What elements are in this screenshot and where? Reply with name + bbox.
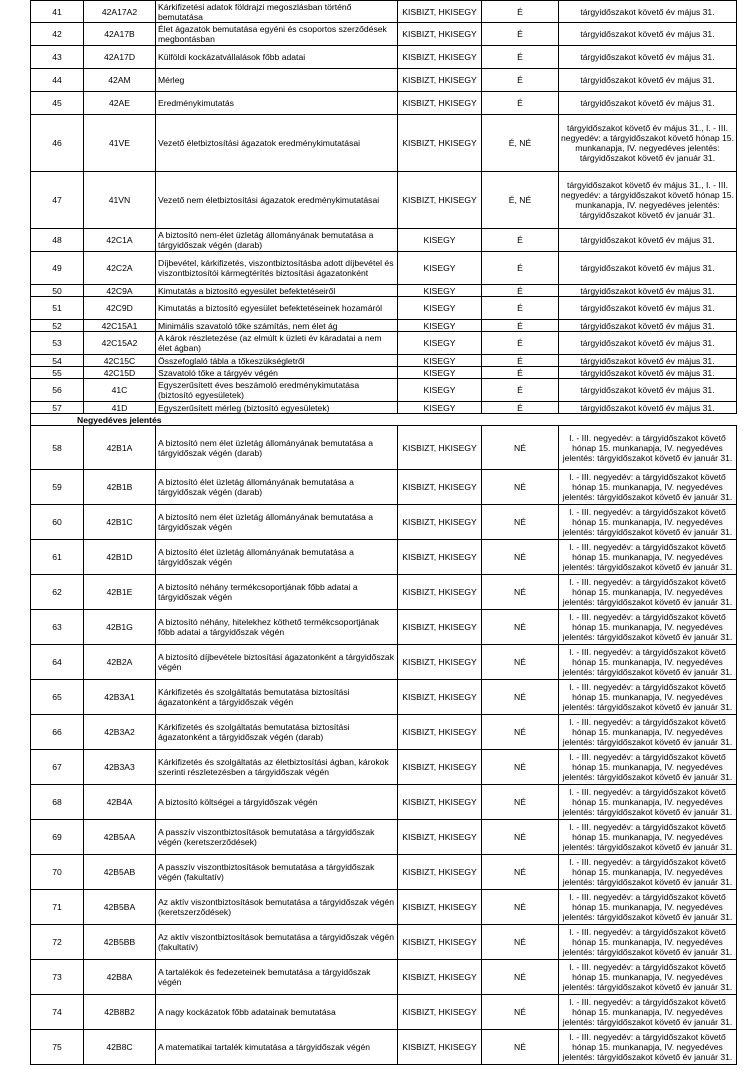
row-number-cell: 75 [31, 1030, 84, 1065]
reporting-entity-cell: KISBIZT, HKISEGY [398, 1, 482, 23]
report-code-cell: 42AE [84, 92, 156, 115]
frequency-cell: É [482, 285, 559, 297]
report-code-cell: 42C9D [84, 297, 156, 320]
reporting-entity-cell: KISBIZT, HKISEGY [398, 645, 482, 680]
table-row [31, 172, 737, 229]
reporting-entity-cell: KISBIZT, HKISEGY [398, 172, 482, 229]
report-code-cell: 42B5BA [84, 890, 156, 925]
deadline-cell: tárgyidőszakot követő év május 31. [559, 92, 737, 115]
report-code-cell: 42B1E [84, 575, 156, 610]
table-row [31, 69, 737, 92]
row-number-cell: 63 [31, 610, 84, 645]
row-number-cell: 42 [31, 23, 84, 46]
report-code-cell: 42B1A [84, 426, 156, 470]
annual-reports-body [31, 1, 737, 414]
frequency-cell: É [482, 1, 559, 23]
reporting-entity-cell: KISBIZT, HKISEGY [398, 115, 482, 172]
reporting-entity-cell: KISEGY [398, 379, 482, 402]
reporting-entity-cell: KISBIZT, HKISEGY [398, 610, 482, 645]
row-number-cell: 47 [31, 172, 84, 229]
report-code-cell: 42B3A1 [84, 680, 156, 715]
report-table [30, 0, 737, 1065]
deadline-cell: I. - III. negyedév: a tárgyidőszakot követő hónap 15. munkanapja, IV. negyedéves jelentés: tárgyidőszakot követő év január 31. [559, 995, 737, 1030]
report-title-cell: A nagy kockázatok főbb adatainak bemutatása [156, 995, 398, 1030]
report-title-cell: A biztosító élet üzletág állományának bemutatása a tárgyidőszak végén (darab) [156, 470, 398, 505]
report-title-cell: A tartalékok és fedezeteinek bemutatása a tárgyidőszak végén [156, 960, 398, 995]
reporting-entity-cell: KISBIZT, HKISEGY [398, 23, 482, 46]
deadline-cell: I. - III. negyedév: a tárgyidőszakot követő hónap 15. munkanapja, IV. negyedéves jelentés: tárgyidőszakot követő év január 31. [559, 426, 737, 470]
row-number-cell: 48 [31, 229, 84, 252]
report-code-cell: 42A17B [84, 23, 156, 46]
table-row [31, 252, 737, 285]
quarterly-reports-body [31, 426, 737, 1065]
table-row [31, 715, 737, 750]
reporting-entity-cell: KISBIZT, HKISEGY [398, 855, 482, 890]
table-row [31, 925, 737, 960]
reporting-entity-cell: KISBIZT, HKISEGY [398, 995, 482, 1030]
row-number-cell: 70 [31, 855, 84, 890]
report-title-cell: A biztosító néhány termékcsoportjának főbb adatai a tárgyidőszak végén [156, 575, 398, 610]
frequency-cell: NÉ [482, 1030, 559, 1065]
reporting-entity-cell: KISEGY [398, 355, 482, 367]
reporting-entity-cell: KISBIZT, HKISEGY [398, 715, 482, 750]
deadline-cell: tárgyidőszakot követő év május 31. [559, 69, 737, 92]
reporting-entity-cell: KISBIZT, HKISEGY [398, 69, 482, 92]
table-row [31, 367, 737, 379]
row-number-cell: 43 [31, 46, 84, 69]
deadline-cell: I. - III. negyedév: a tárgyidőszakot követő hónap 15. munkanapja, IV. negyedéves jelentés: tárgyidőszakot követő év január 31. [559, 540, 737, 575]
deadline-cell: I. - III. negyedév: a tárgyidőszakot követő hónap 15. munkanapja, IV. negyedéves jelentés: tárgyidőszakot követő év január 31. [559, 645, 737, 680]
report-code-cell: 41VN [84, 172, 156, 229]
table-row [31, 680, 737, 715]
deadline-cell: tárgyidőszakot követő év május 31., I. - III. negyedév: a tárgyidőszakot követő hónap 15. munkanapja, IV. negyedéves jelentés: tárgyidőszakot követő év január 31. [559, 172, 737, 229]
deadline-cell: I. - III. negyedév: a tárgyidőszakot követő hónap 15. munkanapja, IV. negyedéves jelentés: tárgyidőszakot követő év január 31. [559, 925, 737, 960]
table-row [31, 355, 737, 367]
frequency-cell: É [482, 355, 559, 367]
report-code-cell: 42C2A [84, 252, 156, 285]
reporting-entity-cell: KISBIZT, HKISEGY [398, 960, 482, 995]
report-title-cell: A biztosító nem élet üzletág állományának bemutatása a tárgyidőszak végén (darab) [156, 426, 398, 470]
report-code-cell: 41D [84, 402, 156, 414]
frequency-cell: NÉ [482, 715, 559, 750]
reporting-entity-cell: KISBIZT, HKISEGY [398, 680, 482, 715]
frequency-cell: É [482, 402, 559, 414]
reporting-entity-cell: KISEGY [398, 285, 482, 297]
table-row [31, 575, 737, 610]
report-code-cell: 42B5BB [84, 925, 156, 960]
deadline-cell: tárgyidőszakot követő év május 31. [559, 402, 737, 414]
report-title-cell: Egyszerűsített mérleg (biztosító egyesületek) [156, 402, 398, 414]
report-code-cell: 42B1D [84, 540, 156, 575]
frequency-cell: NÉ [482, 610, 559, 645]
deadline-cell: I. - III. negyedév: a tárgyidőszakot követő hónap 15. munkanapja, IV. negyedéves jelentés: tárgyidőszakot követő év január 31. [559, 575, 737, 610]
report-code-cell: 42C15A1 [84, 320, 156, 332]
report-title-cell: Vezető nem életbiztosítási ágazatok eredménykimutatásai [156, 172, 398, 229]
table-row [31, 285, 737, 297]
reporting-entity-cell: KISEGY [398, 229, 482, 252]
frequency-cell: NÉ [482, 960, 559, 995]
report-title-cell: Külföldi kockázatvállalások főbb adatai [156, 46, 398, 69]
deadline-cell: I. - III. negyedév: a tárgyidőszakot követő hónap 15. munkanapja, IV. negyedéves jelentés: tárgyidőszakot követő év január 31. [559, 610, 737, 645]
report-title-cell: Az aktív viszontbiztosítások bemutatása a tárgyidőszak végén (fakultatív) [156, 925, 398, 960]
report-title-cell: Kárkifizetési adatok földrajzi megoszlásban történő bemutatása [156, 1, 398, 23]
table-row [31, 470, 737, 505]
frequency-cell: É [482, 252, 559, 285]
report-code-cell: 42B2A [84, 645, 156, 680]
table-row [31, 505, 737, 540]
reporting-entity-cell: KISBIZT, HKISEGY [398, 1030, 482, 1065]
table-row [31, 332, 737, 355]
section-header-body [31, 414, 737, 426]
row-number-cell: 72 [31, 925, 84, 960]
table-row [31, 960, 737, 995]
report-title-cell: A biztosító nem-élet üzletág állományának bemutatása a tárgyidőszak végén (darab) [156, 229, 398, 252]
row-number-cell: 71 [31, 890, 84, 925]
row-number-cell: 55 [31, 367, 84, 379]
row-number-cell: 61 [31, 540, 84, 575]
row-number-cell: 67 [31, 750, 84, 785]
deadline-cell: tárgyidőszakot követő év május 31. [559, 23, 737, 46]
report-code-cell: 42B3A2 [84, 715, 156, 750]
row-number-cell: 66 [31, 715, 84, 750]
deadline-cell: tárgyidőszakot követő év május 31. [559, 332, 737, 355]
deadline-cell: tárgyidőszakot követő év május 31., I. - III. negyedév: a tárgyidőszakot követő hónap 15. munkanapja, IV. negyedéves jelentés: tárgyidőszakot követő év január 31. [559, 115, 737, 172]
row-number-cell: 50 [31, 285, 84, 297]
frequency-cell: NÉ [482, 925, 559, 960]
frequency-cell: NÉ [482, 750, 559, 785]
row-number-cell: 51 [31, 297, 84, 320]
deadline-cell: I. - III. negyedév: a tárgyidőszakot követő hónap 15. munkanapja, IV. negyedéves jelentés: tárgyidőszakot követő év január 31. [559, 470, 737, 505]
row-number-cell: 64 [31, 645, 84, 680]
report-code-cell: 42C9A [84, 285, 156, 297]
report-title-cell: Egyszerűsített éves beszámoló eredménykimutatása (biztosító egyesületek) [156, 379, 398, 402]
reporting-entity-cell: KISBIZT, HKISEGY [398, 426, 482, 470]
table-row [31, 645, 737, 680]
row-number-cell: 59 [31, 470, 84, 505]
deadline-cell: tárgyidőszakot követő év május 31. [559, 229, 737, 252]
deadline-cell: tárgyidőszakot követő év május 31. [559, 367, 737, 379]
report-title-cell: A passzív viszontbiztosítások bemutatása a tárgyidőszak végén (fakultatív) [156, 855, 398, 890]
frequency-cell: É [482, 229, 559, 252]
row-number-cell: 41 [31, 1, 84, 23]
deadline-cell: tárgyidőszakot követő év május 31. [559, 355, 737, 367]
table-row [31, 855, 737, 890]
report-code-cell: 41C [84, 379, 156, 402]
table-row [31, 23, 737, 46]
report-code-cell: 42B1C [84, 505, 156, 540]
deadline-cell: I. - III. negyedév: a tárgyidőszakot követő hónap 15. munkanapja, IV. negyedéves jelentés: tárgyidőszakot követő év január 31. [559, 890, 737, 925]
deadline-cell: I. - III. negyedév: a tárgyidőszakot követő hónap 15. munkanapja, IV. negyedéves jelentés: tárgyidőszakot követő év január 31. [559, 680, 737, 715]
reporting-entity-cell: KISBIZT, HKISEGY [398, 575, 482, 610]
report-title-cell: A biztosító költségei a tárgyidőszak végén [156, 785, 398, 820]
report-code-cell: 42B3A3 [84, 750, 156, 785]
report-title-cell: Kárkifizetés és szolgáltatás bemutatása biztosítási ágazatonként a tárgyidőszak végén (darab) [156, 715, 398, 750]
frequency-cell: NÉ [482, 855, 559, 890]
reporting-entity-cell: KISBIZT, HKISEGY [398, 785, 482, 820]
reporting-entity-cell: KISBIZT, HKISEGY [398, 540, 482, 575]
report-title-cell: A károk részletezése (az elmúlt k üzleti év káradatai a nem élet ágban) [156, 332, 398, 355]
report-title-cell: A matematikai tartalék kimutatása a tárgyidőszak végén [156, 1030, 398, 1065]
reporting-entity-cell: KISBIZT, HKISEGY [398, 820, 482, 855]
deadline-cell: I. - III. negyedév: a tárgyidőszakot követő hónap 15. munkanapja, IV. negyedéves jelentés: tárgyidőszakot követő év január 31. [559, 505, 737, 540]
table-row [31, 297, 737, 320]
report-code-cell: 42A17D [84, 46, 156, 69]
deadline-cell: I. - III. negyedév: a tárgyidőszakot követő hónap 15. munkanapja, IV. negyedéves jelentés: tárgyidőszakot követő év január 31. [559, 750, 737, 785]
table-row [31, 229, 737, 252]
table-row [31, 426, 737, 470]
deadline-cell: I. - III. negyedév: a tárgyidőszakot követő hónap 15. munkanapja, IV. negyedéves jelentés: tárgyidőszakot követő év január 31. [559, 1030, 737, 1065]
row-number-cell: 60 [31, 505, 84, 540]
reporting-entity-cell: KISBIZT, HKISEGY [398, 925, 482, 960]
row-number-cell: 69 [31, 820, 84, 855]
frequency-cell: É [482, 92, 559, 115]
frequency-cell: É [482, 379, 559, 402]
frequency-cell: NÉ [482, 820, 559, 855]
report-title-cell: Vezető életbiztosítási ágazatok eredménykimutatásai [156, 115, 398, 172]
row-number-cell: 49 [31, 252, 84, 285]
report-title-cell: Kárkifizetés és szolgáltatás bemutatása biztosítási ágazatonként a tárgyidőszak végén [156, 680, 398, 715]
report-title-cell: Kimutatás a biztosító egyesület befektetéseinek hozamáról [156, 297, 398, 320]
table-row [31, 320, 737, 332]
frequency-cell: NÉ [482, 575, 559, 610]
report-title-cell: Mérleg [156, 69, 398, 92]
row-number-cell: 54 [31, 355, 84, 367]
deadline-cell: tárgyidőszakot követő év május 31. [559, 320, 737, 332]
report-title-cell: A biztosító nem élet üzletág állományának bemutatása a tárgyidőszak végén [156, 505, 398, 540]
row-number-cell: 56 [31, 379, 84, 402]
reporting-entity-cell: KISEGY [398, 252, 482, 285]
frequency-cell: É, NÉ [482, 115, 559, 172]
frequency-cell: NÉ [482, 540, 559, 575]
report-code-cell: 42C1A [84, 229, 156, 252]
report-code-cell: 42A17A2 [84, 1, 156, 23]
table-row [31, 46, 737, 69]
row-number-cell: 58 [31, 426, 84, 470]
row-number-cell: 73 [31, 960, 84, 995]
reporting-entity-cell: KISEGY [398, 367, 482, 379]
frequency-cell: É [482, 23, 559, 46]
reporting-entity-cell: KISBIZT, HKISEGY [398, 470, 482, 505]
table-row [31, 610, 737, 645]
frequency-cell: NÉ [482, 426, 559, 470]
deadline-cell: I. - III. negyedév: a tárgyidőszakot követő hónap 15. munkanapja, IV. negyedéves jelentés: tárgyidőszakot követő év január 31. [559, 960, 737, 995]
reporting-entity-cell: KISEGY [398, 402, 482, 414]
row-number-cell: 68 [31, 785, 84, 820]
frequency-cell: NÉ [482, 995, 559, 1030]
frequency-cell: É [482, 332, 559, 355]
report-code-cell: 42B1B [84, 470, 156, 505]
report-title-cell: Díjbevétel, kárkifizetés, viszontbiztosításba adott díjbevétel és viszontbiztosítói kármegtérítés biztosítási ágazatonként [156, 252, 398, 285]
row-number-cell: 44 [31, 69, 84, 92]
table-row [31, 1030, 737, 1065]
table-row [31, 785, 737, 820]
reporting-entity-cell: KISEGY [398, 320, 482, 332]
report-code-cell: 42B8A [84, 960, 156, 995]
deadline-cell: tárgyidőszakot követő év május 31. [559, 46, 737, 69]
report-title-cell: Minimális szavatoló tőke számítás, nem élet ág [156, 320, 398, 332]
reporting-entity-cell: KISBIZT, HKISEGY [398, 750, 482, 785]
report-code-cell: 41VE [84, 115, 156, 172]
report-title-cell: Kimutatás a biztosító egyesület befektetéseiről [156, 285, 398, 297]
table-row [31, 379, 737, 402]
row-number-cell: 45 [31, 92, 84, 115]
section-row [31, 414, 737, 426]
report-code-cell: 42AM [84, 69, 156, 92]
report-code-cell: 42B8C [84, 1030, 156, 1065]
frequency-cell: NÉ [482, 505, 559, 540]
report-title-cell: A biztosító élet üzletág állományának bemutatása a tárgyidőszak végén [156, 540, 398, 575]
report-code-cell: 42C15C [84, 355, 156, 367]
table-row [31, 1, 737, 23]
report-title-cell: Szavatoló tőke a tárgyév végén [156, 367, 398, 379]
reporting-entity-cell: KISBIZT, HKISEGY [398, 505, 482, 540]
deadline-cell: I. - III. negyedév: a tárgyidőszakot követő hónap 15. munkanapja, IV. negyedéves jelentés: tárgyidőszakot követő év január 31. [559, 785, 737, 820]
table-row [31, 820, 737, 855]
deadline-cell: I. - III. negyedév: a tárgyidőszakot követő hónap 15. munkanapja, IV. negyedéves jelentés: tárgyidőszakot követő év január 31. [559, 855, 737, 890]
frequency-cell: É [482, 320, 559, 332]
table-row [31, 402, 737, 414]
report-code-cell: 42B1G [84, 610, 156, 645]
report-code-cell: 42C15A2 [84, 332, 156, 355]
frequency-cell: É [482, 69, 559, 92]
frequency-cell: NÉ [482, 470, 559, 505]
row-number-cell: 57 [31, 402, 84, 414]
deadline-cell: tárgyidőszakot követő év május 31. [559, 252, 737, 285]
report-list-page [30, 0, 734, 1065]
reporting-entity-cell: KISEGY [398, 332, 482, 355]
table-row [31, 750, 737, 785]
deadline-cell: tárgyidőszakot követő év május 31. [559, 1, 737, 23]
frequency-cell: É, NÉ [482, 172, 559, 229]
frequency-cell: NÉ [482, 680, 559, 715]
table-row [31, 890, 737, 925]
report-title-cell: Élet ágazatok bemutatása egyéni és csoportos szerződések megbontásban [156, 23, 398, 46]
reporting-entity-cell: KISBIZT, HKISEGY [398, 92, 482, 115]
report-title-cell: A passzív viszontbiztosítások bemutatása a tárgyidőszak végén (keretszerződések) [156, 820, 398, 855]
reporting-entity-cell: KISBIZT, HKISEGY [398, 46, 482, 69]
report-title-cell: Az aktív viszontbiztosítások bemutatása a tárgyidőszak végén (keretszerződések) [156, 890, 398, 925]
table-row [31, 540, 737, 575]
row-number-cell: 74 [31, 995, 84, 1030]
report-code-cell: 42B4A [84, 785, 156, 820]
row-number-cell: 65 [31, 680, 84, 715]
table-row [31, 995, 737, 1030]
frequency-cell: É [482, 297, 559, 320]
reporting-entity-cell: KISEGY [398, 297, 482, 320]
frequency-cell: É [482, 46, 559, 69]
report-title-cell: Összefoglaló tábla a tőkeszükségletről [156, 355, 398, 367]
deadline-cell: I. - III. negyedév: a tárgyidőszakot követő hónap 15. munkanapja, IV. negyedéves jelentés: tárgyidőszakot követő év január 31. [559, 820, 737, 855]
row-number-cell: 53 [31, 332, 84, 355]
report-title-cell: Eredménykimutatás [156, 92, 398, 115]
row-number-cell: 46 [31, 115, 84, 172]
report-code-cell: 42B5AA [84, 820, 156, 855]
deadline-cell: I. - III. negyedév: a tárgyidőszakot követő hónap 15. munkanapja, IV. negyedéves jelentés: tárgyidőszakot követő év január 31. [559, 715, 737, 750]
row-number-cell: 62 [31, 575, 84, 610]
report-title-cell: A biztosító díjbevétele biztosítási ágazatonként a tárgyidőszak végén [156, 645, 398, 680]
report-code-cell: 42B5AB [84, 855, 156, 890]
report-title-cell: A biztosító néhány, hitelekhez köthető termékcsoportjának főbb adatai a tárgyidőszak végén [156, 610, 398, 645]
deadline-cell: tárgyidőszakot követő év május 31. [559, 379, 737, 402]
row-number-cell: 52 [31, 320, 84, 332]
reporting-entity-cell: KISBIZT, HKISEGY [398, 890, 482, 925]
frequency-cell: NÉ [482, 785, 559, 820]
report-title-cell: Kárkifizetés és szolgáltatás az életbiztosítási ágban, károkok szerinti részletezésben a tárgyidőszak végén [156, 750, 398, 785]
report-code-cell: 42B8B2 [84, 995, 156, 1030]
table-row [31, 115, 737, 172]
table-row [31, 92, 737, 115]
frequency-cell: É [482, 367, 559, 379]
frequency-cell: NÉ [482, 645, 559, 680]
deadline-cell: tárgyidőszakot követő év május 31. [559, 285, 737, 297]
deadline-cell: tárgyidőszakot követő év május 31. [559, 297, 737, 320]
section-label: Negyedéves jelentés [31, 414, 737, 426]
frequency-cell: NÉ [482, 890, 559, 925]
report-code-cell: 42C15D [84, 367, 156, 379]
